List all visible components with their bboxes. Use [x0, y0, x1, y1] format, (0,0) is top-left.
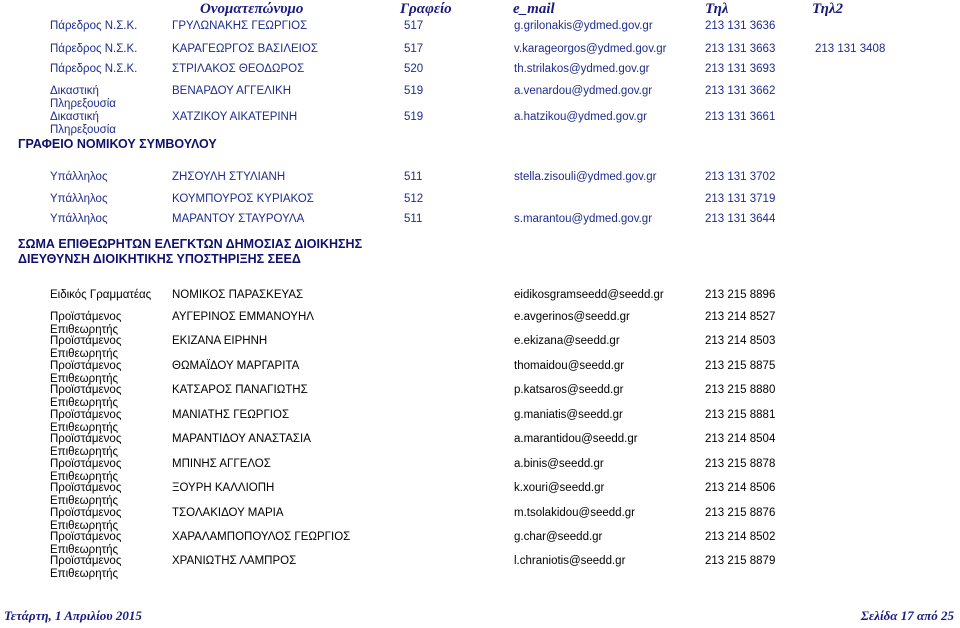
- role-cell-2: Επιθεωρητής: [50, 397, 119, 409]
- role-cell: Δικαστική: [50, 85, 99, 97]
- email-cell: th.strilakos@ydmed.gov.gr: [514, 63, 650, 75]
- phone-cell: 213 215 8880: [705, 384, 776, 396]
- office-cell: 519: [404, 111, 424, 123]
- name-cell: ΜΑΡΑΝΤΟΥ ΣΤΑΥΡΟΥΛΑ: [172, 213, 305, 225]
- name-cell: ΚΟΥΜΠΟΥΡΟΣ ΚΥΡΙΑΚΟΣ: [172, 193, 314, 205]
- email-cell: g.grilonakis@ydmed.gov.gr: [514, 20, 653, 32]
- table-row: [0, 171, 960, 189]
- role-cell-2: Επιθεωρητής: [50, 520, 119, 532]
- header-phone2: Τηλ2: [812, 1, 843, 17]
- phone-cell: 213 131 3644: [705, 213, 776, 225]
- email-cell: a.hatzikou@ydmed.gov.gr: [514, 111, 647, 123]
- email-cell: stella.zisouli@ydmed.gov.gr: [514, 171, 657, 183]
- office-cell: 511: [404, 213, 423, 225]
- office-cell: 512: [404, 193, 424, 205]
- table-row: [0, 193, 960, 211]
- role-cell: Πάρεδρος Ν.Σ.Κ.: [50, 20, 138, 32]
- table-row: [0, 63, 960, 81]
- role-cell: Προϊστάμενος: [50, 458, 122, 470]
- phone-cell: 213 131 3636: [705, 20, 776, 32]
- role-cell: Προϊστάμενος: [50, 409, 122, 421]
- table-row: [0, 111, 960, 136]
- name-cell: ΘΩΜΑΪΔΟΥ ΜΑΡΓΑΡΙΤΑ: [172, 360, 300, 372]
- name-cell: ΕΚΙΖΑΝΑ ΕΙΡΗΝΗ: [172, 335, 268, 347]
- email-cell: p.katsaros@seedd.gr: [514, 384, 624, 396]
- table-row: [0, 507, 960, 532]
- phone-cell: 213 214 8502: [705, 531, 776, 543]
- email-cell: e.ekizana@seedd.gr: [514, 335, 620, 347]
- name-cell: ΧΑΡΑΛΑΜΠΟΠΟΥΛΟΣ ΓΕΩΡΓΙΟΣ: [172, 531, 351, 543]
- table-row: [0, 311, 960, 336]
- role-cell-2: Πληρεξουσία: [50, 98, 116, 110]
- role-cell-2: Πληρεξουσία: [50, 124, 116, 136]
- role-cell: Υπάλληλος: [50, 193, 108, 205]
- table-row: [0, 433, 960, 458]
- name-cell: ΖΗΣΟΥΛΗ ΣΤΥΛΙΑΝΗ: [172, 171, 286, 183]
- phone-cell: 213 131 3693: [705, 63, 776, 75]
- footer-date: Τετάρτη, 1 Απριλίου 2015: [4, 608, 142, 623]
- office-cell: 517: [404, 20, 424, 32]
- role-cell: Ειδικός Γραμματέας: [50, 289, 152, 301]
- phone-cell: 213 214 8504: [705, 433, 776, 445]
- name-cell: ΝΟΜΙΚΟΣ ΠΑΡΑΣΚΕΥΑΣ: [172, 289, 304, 301]
- role-cell: Δικαστική: [50, 111, 99, 123]
- email-cell: l.chraniotis@seedd.gr: [514, 555, 626, 567]
- header-email: e_mail: [513, 1, 555, 17]
- email-cell: a.venardou@ydmed.gov.gr: [514, 85, 653, 97]
- phone-cell: 213 214 8527: [705, 311, 776, 323]
- table-row: [0, 335, 960, 360]
- role-cell: Προϊστάμενος: [50, 531, 122, 543]
- phone2-cell: 213 131 3408: [815, 43, 886, 55]
- table-row: [0, 213, 960, 231]
- table-row: [0, 531, 960, 556]
- email-cell: s.marantou@ydmed.gov.gr: [514, 213, 653, 225]
- role-cell-2: Επιθεωρητής: [50, 422, 119, 434]
- header-office: Γραφείο: [400, 1, 452, 17]
- email-cell: e.avgerinos@seedd.gr: [514, 311, 630, 323]
- phone-cell: 213 214 8506: [705, 482, 776, 494]
- phone-cell: 213 215 8879: [705, 555, 776, 567]
- name-cell: ΚΑΤΣΑΡΟΣ ΠΑΝΑΓΙΩΤΗΣ: [172, 384, 308, 396]
- role-cell: Προϊστάμενος: [50, 433, 122, 445]
- table-row: [0, 43, 960, 61]
- section-subtitle-admin-support: ΔΙΕΥΘΥΝΣΗ ΔΙΟΙΚΗΤΙΚΗΣ ΥΠΟΣΤΗΡΙΞΗΣ ΣΕΕΔ: [18, 252, 301, 266]
- role-cell: Υπάλληλος: [50, 213, 108, 225]
- office-cell: 519: [404, 85, 424, 97]
- office-cell: 511: [404, 171, 423, 183]
- name-cell: ΜΑΡΑΝΤΙΔΟΥ ΑΝΑΣΤΑΣΙΑ: [172, 433, 311, 445]
- role-cell-2: Επιθεωρητής: [50, 544, 119, 556]
- role-cell-2: Επιθεωρητής: [50, 471, 119, 483]
- name-cell: ΤΣΟΛΑΚΙΔΟΥ ΜΑΡΙΑ: [172, 507, 284, 519]
- office-cell: 520: [404, 63, 424, 75]
- name-cell: ΧΡΑΝΙΩΤΗΣ ΛΑΜΠΡΟΣ: [172, 555, 297, 567]
- name-cell: ΑΥΓΕΡΙΝΟΣ ΕΜΜΑΝΟΥΗΛ: [172, 311, 314, 323]
- table-row: [0, 482, 960, 507]
- role-cell-2: Επιθεωρητής: [50, 446, 119, 458]
- role-cell-2: Επιθεωρητής: [50, 495, 119, 507]
- email-cell: a.binis@seedd.gr: [514, 458, 604, 470]
- role-cell: Προϊστάμενος: [50, 311, 122, 323]
- phone-cell: 213 214 8503: [705, 335, 776, 347]
- header-phone: Τηλ: [705, 1, 729, 17]
- role-cell: Πάρεδρος Ν.Σ.Κ.: [50, 63, 138, 75]
- role-cell: Προϊστάμενος: [50, 507, 122, 519]
- phone-cell: 213 215 8881: [705, 409, 776, 421]
- header-name: Ονοματεπώνυμο: [200, 1, 304, 17]
- phone-cell: 213 215 8875: [705, 360, 776, 372]
- email-cell: g.char@seedd.gr: [514, 531, 603, 543]
- phone-cell: 213 215 8876: [705, 507, 776, 519]
- role-cell: Πάρεδρος Ν.Σ.Κ.: [50, 43, 138, 55]
- phone-cell: 213 131 3662: [705, 85, 776, 97]
- table-row: [0, 360, 960, 385]
- role-cell-2: Επιθεωρητής: [50, 348, 119, 360]
- phone-cell: 213 215 8896: [705, 289, 776, 301]
- name-cell: ΜΑΝΙΑΤΗΣ ΓΕΩΡΓΙΟΣ: [172, 409, 290, 421]
- role-cell: Προϊστάμενος: [50, 482, 122, 494]
- role-cell: Προϊστάμενος: [50, 555, 122, 567]
- phone-cell: 213 131 3661: [705, 111, 776, 123]
- role-cell-2: Επιθεωρητής: [50, 568, 119, 580]
- table-row: [0, 384, 960, 409]
- office-cell: 517: [404, 43, 424, 55]
- role-cell: Προϊστάμενος: [50, 360, 122, 372]
- email-cell: m.tsolakidou@seedd.gr: [514, 507, 635, 519]
- phone-cell: 213 131 3663: [705, 43, 776, 55]
- name-cell: ΧΑΤΖΙΚΟΥ ΑΙΚΑΤΕΡΙΝΗ: [172, 111, 298, 123]
- role-cell: Προϊστάμενος: [50, 384, 122, 396]
- name-cell: ΣΤΡΙΛΑΚΟΣ ΘΕΟΔΩΡΟΣ: [172, 63, 305, 75]
- role-cell: Προϊστάμενος: [50, 335, 122, 347]
- email-cell: a.marantidou@seedd.gr: [514, 433, 638, 445]
- table-row: [0, 458, 960, 483]
- name-cell: ΚΑΡΑΓΕΩΡΓΟΣ ΒΑΣΙΛΕΙΟΣ: [172, 43, 318, 55]
- role-cell-2: Επιθεωρητής: [50, 373, 119, 385]
- table-row: [0, 555, 960, 580]
- email-cell: g.maniatis@seedd.gr: [514, 409, 623, 421]
- table-row: [0, 409, 960, 434]
- email-cell: eidikosgramseedd@seedd.gr: [514, 289, 664, 301]
- name-cell: ΒΕΝΑΡΔΟΥ ΑΓΓΕΛΙΚΗ: [172, 85, 292, 97]
- section-title-legal-advisor: ΓΡΑΦΕΙΟ ΝΟΜΙΚΟΥ ΣΥΜΒΟΥΛΟΥ: [18, 137, 217, 151]
- table-row: [0, 85, 960, 110]
- table-row: [0, 20, 960, 38]
- phone-cell: 213 131 3702: [705, 171, 776, 183]
- name-cell: ΓΡΥΛΩΝΑΚΗΣ ΓΕΩΡΓΙΟΣ: [172, 20, 308, 32]
- name-cell: ΞΟΥΡΗ ΚΑΛΛΙΟΠΗ: [172, 482, 275, 494]
- email-cell: k.xouri@seedd.gr: [514, 482, 605, 494]
- footer-page-number: Σελίδα 17 από 25: [860, 608, 954, 623]
- role-cell: Υπάλληλος: [50, 171, 108, 183]
- phone-cell: 213 131 3719: [705, 193, 776, 205]
- role-cell-2: Επιθεωρητής: [50, 324, 119, 336]
- phone-cell: 213 215 8878: [705, 458, 776, 470]
- table-header: [0, 0, 960, 18]
- name-cell: ΜΠΙΝΗΣ ΑΓΓΕΛΟΣ: [172, 458, 271, 470]
- section-title-inspectors: ΣΩΜΑ ΕΠΙΘΕΩΡΗΤΩΝ ΕΛΕΓΚΤΩΝ ΔΗΜΟΣΙΑΣ ΔΙΟΙΚΗΣΗΣ: [18, 237, 363, 251]
- email-cell: v.karageorgos@ydmed.gov.gr: [514, 43, 667, 55]
- table-row: [0, 289, 960, 307]
- email-cell: thomaidou@seedd.gr: [514, 360, 625, 372]
